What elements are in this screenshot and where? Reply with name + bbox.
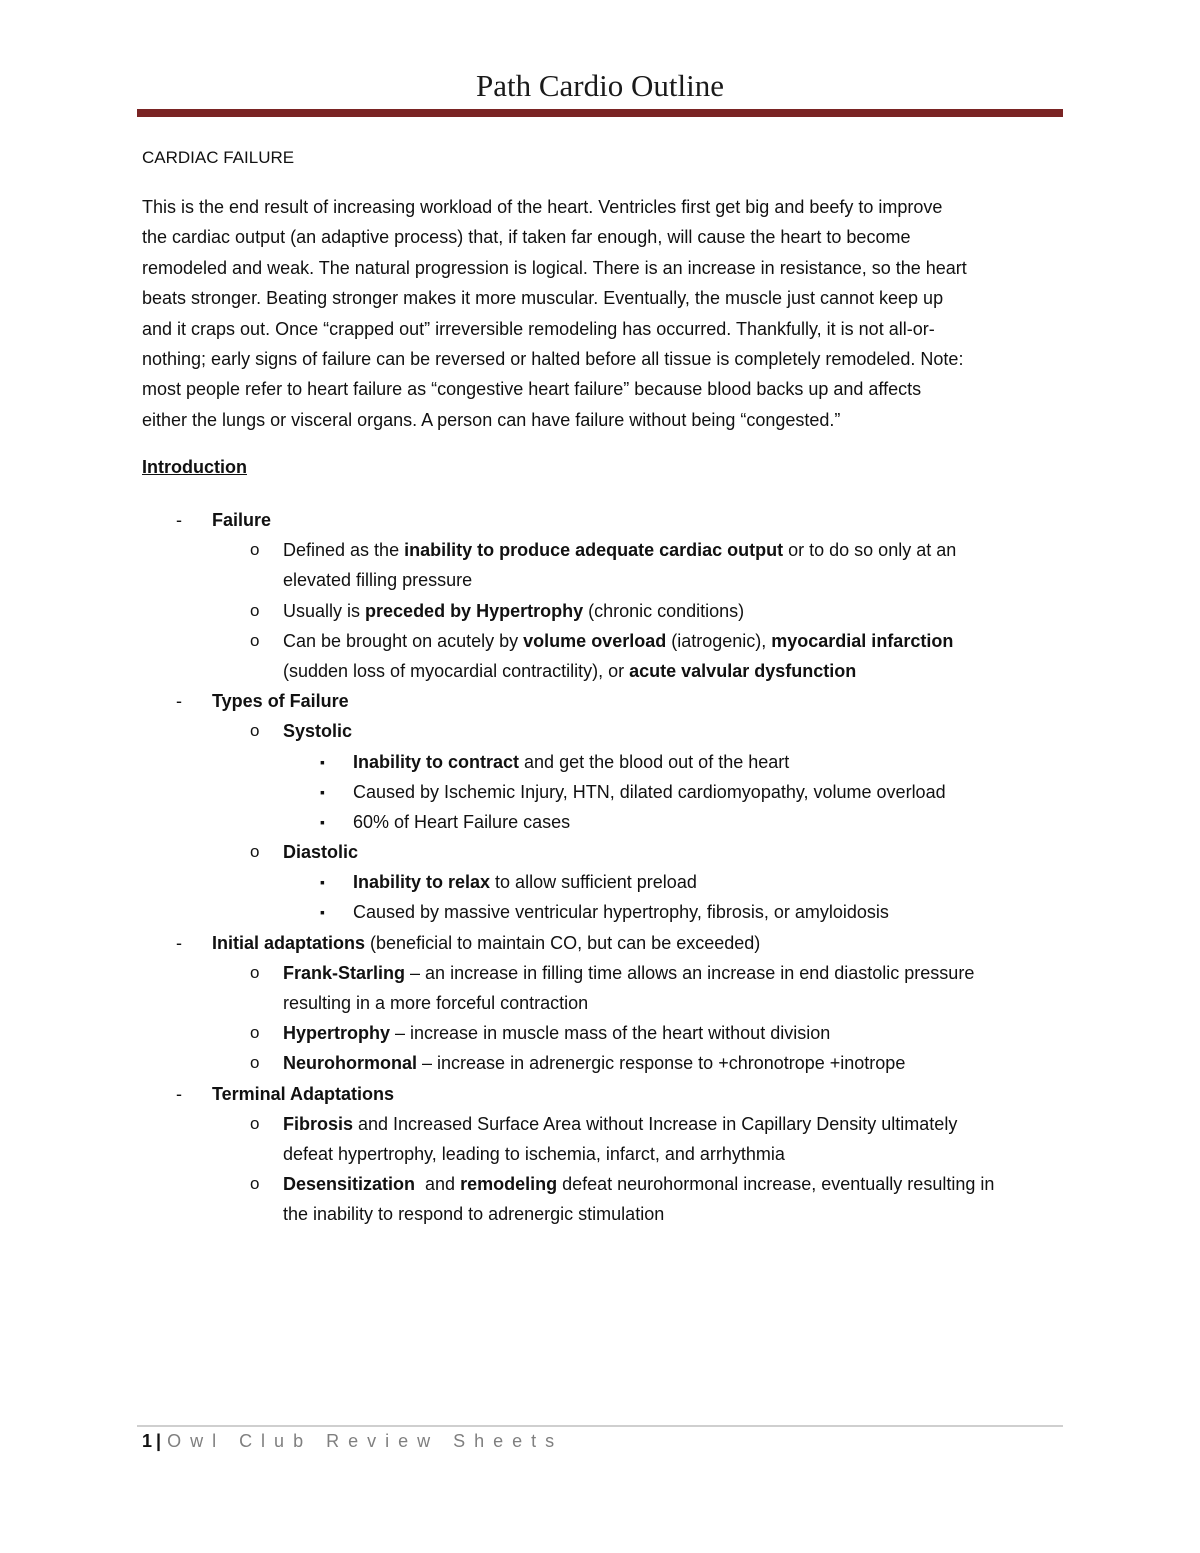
dash-marker: - <box>176 691 182 712</box>
item-label: Initial adaptations <box>212 932 366 953</box>
list-item-continuation <box>142 1199 1072 1229</box>
list-item <box>142 807 1072 837</box>
list-item <box>142 716 1072 746</box>
item-emphasis: Frank-Starling <box>283 962 406 983</box>
item-emphasis: acute valvular dysfunction <box>629 660 857 681</box>
dash-marker: - <box>176 1083 182 1104</box>
item-emphasis: preceded by Hypertrophy <box>365 600 584 621</box>
circle-marker: o <box>250 962 260 982</box>
circle-marker: o <box>250 1023 260 1043</box>
intro-line: remodeled and weak. The natural progression is logical. There is an increase in resistance, so the heart <box>142 257 967 278</box>
intro-line: and it craps out. Once “crapped out” irreversible remodeling has occurred. Thankfully, it is not all-or- <box>142 318 935 339</box>
list-item <box>142 596 1072 626</box>
list-item-continuation <box>142 988 1072 1018</box>
item-text: Caused by Ischemic Injury, HTN, dilated cardiomyopathy, volume overload <box>353 781 946 802</box>
introduction-heading: Introduction <box>142 457 247 477</box>
footer-brand: Owl Club Review Sheets <box>167 1431 564 1451</box>
intro-line: beats stronger. Beating stronger makes it more muscular. Eventually, the muscle just cannot keep up <box>142 288 944 309</box>
item-text: defeat neurohormonal increase, eventually resulting in <box>557 1174 995 1195</box>
item-text: to allow sufficient preload <box>490 872 697 893</box>
item-text: Caused by massive ventricular hypertrophy, fibrosis, or amyloidosis <box>353 902 889 923</box>
square-marker: ▪ <box>320 904 325 921</box>
list-item-continuation <box>142 565 1072 595</box>
footer-rule <box>137 1425 1063 1427</box>
list-item <box>142 747 1072 777</box>
item-text: and <box>415 1174 461 1195</box>
item-label: Types of Failure <box>212 691 349 712</box>
item-text: – increase in adrenergic response to +chronotrope +inotrope <box>417 1053 906 1074</box>
item-text: resulting in a more forceful contraction <box>283 993 589 1013</box>
circle-marker: o <box>250 600 260 620</box>
item-emphasis: inability to produce adequate cardiac output <box>404 540 784 561</box>
item-emphasis: Fibrosis <box>283 1113 354 1134</box>
circle-marker: o <box>250 1113 260 1133</box>
list-item <box>142 897 1072 927</box>
item-text: Usually is <box>283 600 366 621</box>
item-text: (sudden loss of myocardial contractility), or <box>283 660 630 681</box>
circle-marker: o <box>250 540 260 560</box>
section-heading: CARDIAC FAILURE <box>142 148 295 167</box>
list-item <box>142 1169 1072 1199</box>
circle-marker: o <box>250 1174 260 1194</box>
circle-marker: o <box>250 630 260 650</box>
item-label: Diastolic <box>283 842 359 863</box>
dash-marker: - <box>176 932 182 953</box>
item-text: – an increase in filling time allows an increase in end diastolic pressure <box>405 962 975 983</box>
list-item <box>142 505 1072 535</box>
circle-marker: o <box>250 1053 260 1073</box>
intro-line: most people refer to heart failure as “congestive heart failure” because blood backs up and affects <box>142 379 922 400</box>
dash-marker: - <box>176 510 182 530</box>
item-text: Can be brought on acutely by <box>283 630 524 651</box>
list-item-continuation <box>142 656 1072 686</box>
list-item <box>142 867 1072 897</box>
list-item <box>142 777 1072 807</box>
item-emphasis: Inability to contract <box>353 751 520 772</box>
outline-list <box>142 505 1072 1230</box>
item-emphasis: Desensitization <box>283 1174 416 1195</box>
intro-paragraph <box>142 192 1062 435</box>
item-label: Terminal Adaptations <box>212 1083 395 1104</box>
list-item <box>142 626 1072 656</box>
intro-line: the cardiac output (an adaptive process) that, if taken far enough, will cause the heart to become <box>142 227 911 248</box>
item-text: or to do so only at an <box>783 540 957 561</box>
list-item <box>142 837 1072 867</box>
item-text: (beneficial to maintain CO, but can be exceeded) <box>365 932 761 953</box>
page-title: Path Cardio Outline <box>476 68 724 103</box>
item-text: and get the blood out of the heart <box>519 751 790 772</box>
item-emphasis: myocardial infarction <box>771 630 954 651</box>
item-text: elevated filling pressure <box>283 570 473 591</box>
list-item <box>142 686 1072 716</box>
square-marker: ▪ <box>320 874 325 891</box>
square-marker: ▪ <box>320 753 325 770</box>
intro-line: either the lungs or visceral organs. A person can have failure without being “congested.” <box>142 409 841 430</box>
page-number: 1 <box>142 1431 153 1451</box>
item-emphasis: Neurohormonal <box>283 1053 418 1074</box>
item-text: (chronic conditions) <box>583 600 745 621</box>
item-label: Systolic <box>283 721 353 742</box>
item-text: defeat hypertrophy, leading to ischemia, infarct, and arrhythmia <box>283 1143 785 1164</box>
title-rule <box>137 109 1063 117</box>
item-emphasis: remodeling <box>460 1174 558 1195</box>
list-item <box>142 1079 1072 1109</box>
item-emphasis: Hypertrophy <box>283 1023 391 1044</box>
list-item <box>142 928 1072 958</box>
list-item <box>142 1048 1072 1078</box>
intro-line: This is the end result of increasing workload of the heart. Ventricles first get big and beefy to improve <box>142 197 943 217</box>
intro-line: nothing; early signs of failure can be reversed or halted before all tissue is completely remodeled. Note: <box>142 349 964 370</box>
item-text: and Increased Surface Area without Increase in Capillary Density ultimately <box>353 1113 958 1134</box>
circle-marker: o <box>250 721 260 741</box>
footer-separator: | <box>156 1431 162 1451</box>
list-item-continuation <box>142 1139 1072 1169</box>
item-text: 60% of Heart Failure cases <box>353 811 571 832</box>
list-item <box>142 1018 1072 1048</box>
circle-marker: o <box>250 842 260 862</box>
item-text: – increase in muscle mass of the heart without division <box>390 1023 831 1044</box>
item-label: Failure <box>212 510 272 530</box>
item-text: (iatrogenic), <box>666 630 772 651</box>
item-emphasis: volume overload <box>523 630 667 651</box>
square-marker: ▪ <box>320 783 325 800</box>
list-item <box>142 958 1072 988</box>
item-text: Defined as the <box>283 540 405 561</box>
list-item <box>142 535 1072 565</box>
item-text: the inability to respond to adrenergic stimulation <box>283 1204 665 1225</box>
list-item <box>142 1109 1072 1139</box>
page-footer <box>142 1431 563 1452</box>
square-marker: ▪ <box>320 813 325 830</box>
item-emphasis: Inability to relax <box>353 872 491 893</box>
